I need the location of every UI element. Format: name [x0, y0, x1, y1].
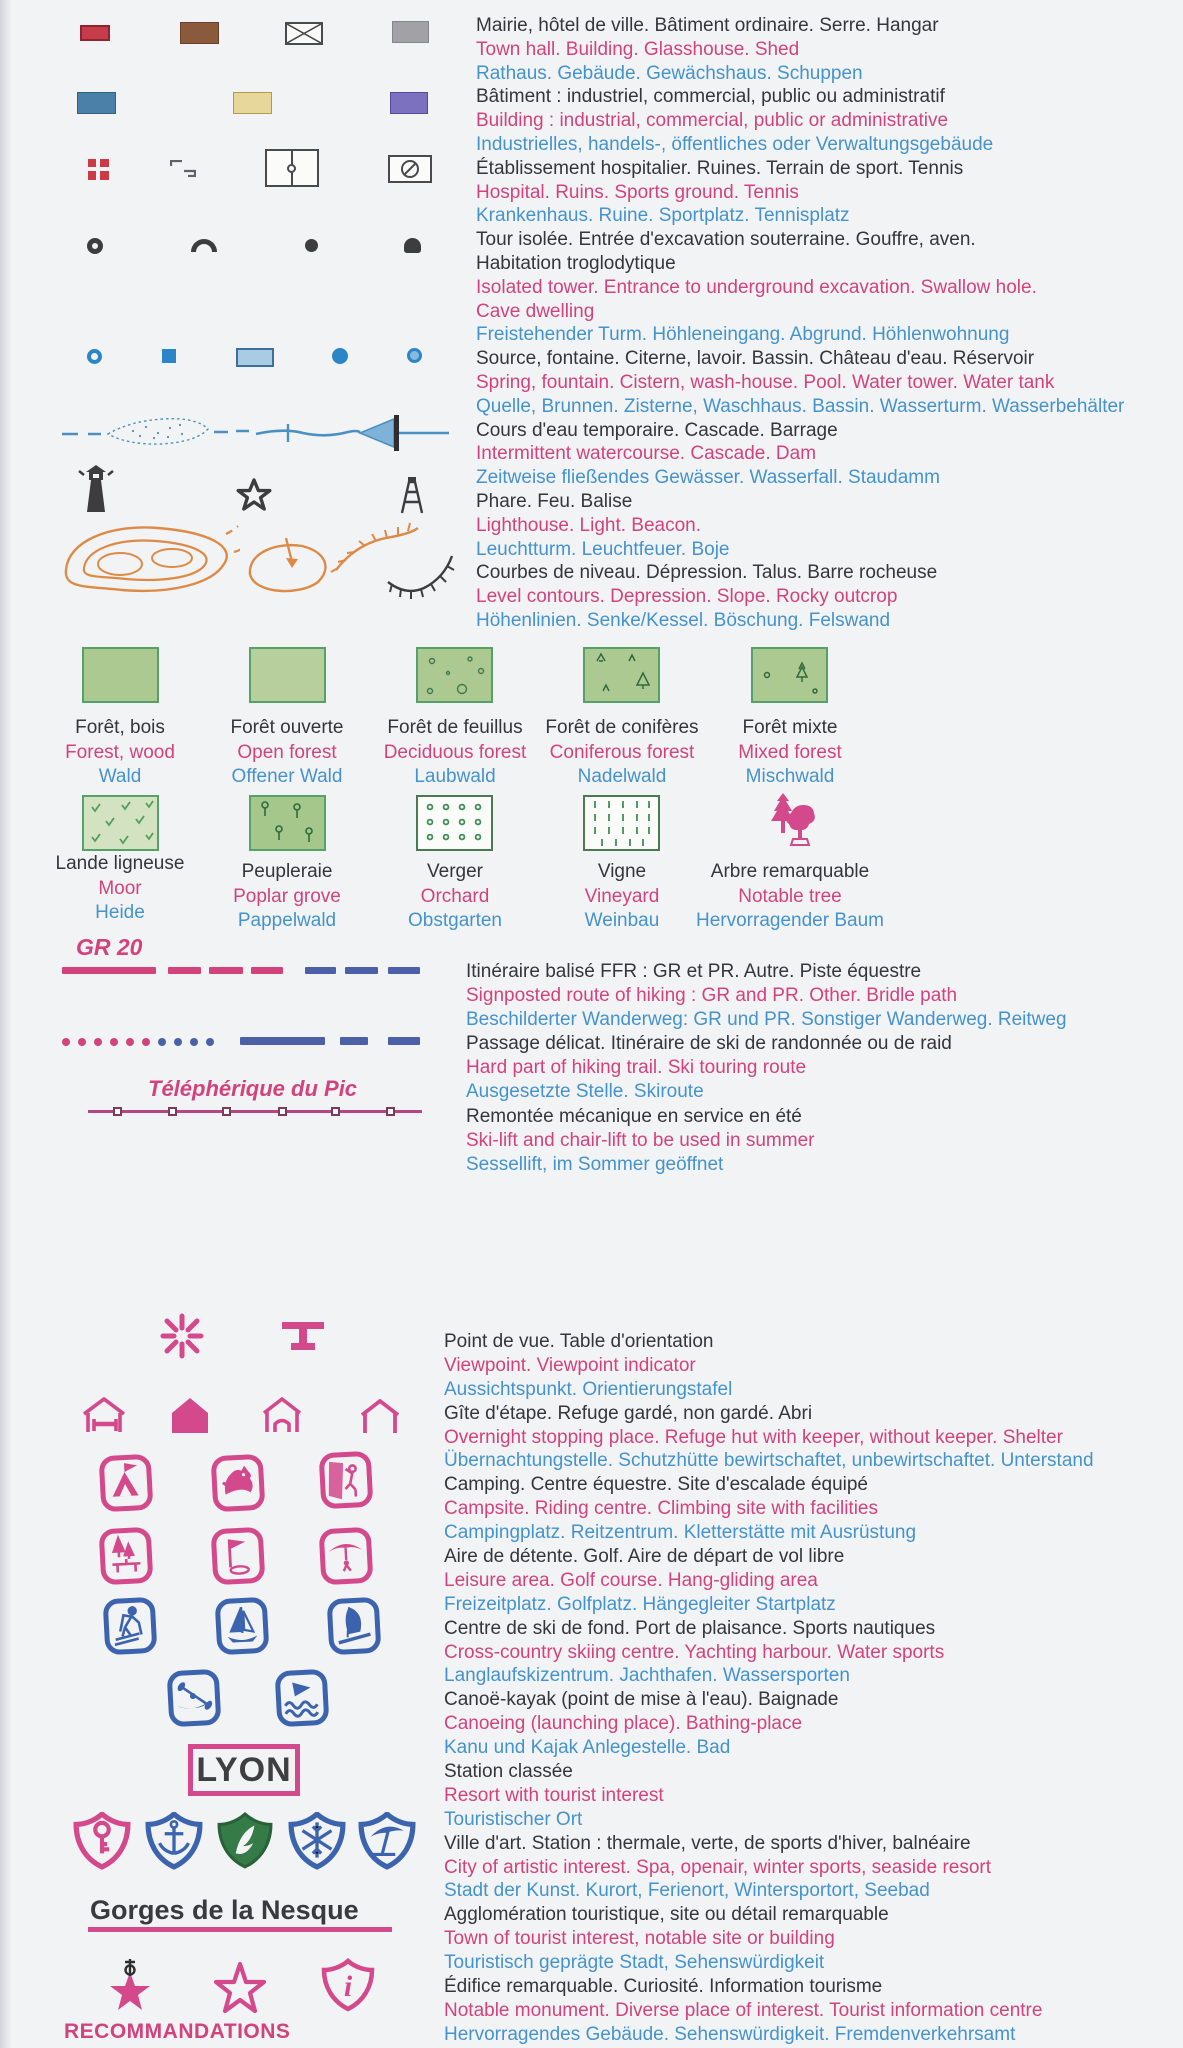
legend-text-line: Courbes de niveau. Dépression. Talus. Barre rocheuse	[476, 562, 938, 584]
delicate-passage-dot	[142, 1038, 150, 1046]
refuge-without-keeper-icon	[262, 1396, 302, 1436]
canoe-kayak-icon	[167, 1669, 222, 1728]
coniferous-forest-swatch	[583, 647, 660, 703]
legend-text-line: Signposted route of hiking : GR and PR. Other. Bridle path	[466, 985, 958, 1007]
legend-text-line: Camping. Centre équestre. Site d'escalade équipé	[444, 1474, 869, 1496]
legend-text-line: Resort with tourist interest	[444, 1784, 664, 1806]
seaside-umbrella-shield	[358, 1812, 416, 1870]
cistern-icon	[162, 349, 176, 363]
legend-text-line: Kanu und Kajak Anlegestelle. Bad	[444, 1737, 731, 1759]
legend-text-line: Tour isolée. Entrée d'excavation souterraine. Gouffre, aven.	[476, 229, 976, 251]
curiosity-icon	[212, 1960, 268, 2014]
legend-text-line: Campsite. Riding centre. Climbing site with facilities	[444, 1498, 878, 1520]
open-forest-swatch	[249, 647, 326, 703]
legend-text-line: Town hall. Building. Glasshouse. Shed	[476, 38, 800, 60]
pool-icon	[236, 348, 274, 367]
cable-car-pylon	[113, 1107, 122, 1116]
notable-tree-icon	[765, 791, 817, 851]
swallow-hole-icon	[305, 239, 318, 252]
veg-label-mixed: Forêt mixte Mixed forest Mischwald	[738, 717, 842, 788]
deciduous-forest-swatch	[416, 647, 493, 703]
legend-text-line: Ville d'art. Station : thermale, verte, de sports d'hiver, balnéaire	[444, 1832, 971, 1854]
legend-text-line: Industrielles, handels-, öffentliches oder Verwaltungsgebäude	[476, 133, 994, 155]
veg-label-coniferous: Forêt de conifères Coniferous forest Nadelwald	[545, 717, 699, 788]
orientation-table-icon	[280, 1322, 326, 1354]
legend-text-line: Viewpoint. Viewpoint indicator	[444, 1354, 696, 1376]
legend-text-line: Touristischer Ort	[444, 1808, 583, 1830]
tourist-site-underline	[88, 1927, 392, 1932]
ski-route-bar	[240, 1037, 325, 1045]
commercial-swatch	[233, 92, 272, 114]
hang-gliding-icon	[319, 1527, 374, 1586]
legend-text-line: Isolated tower. Entrance to underground excavation. Swallow hole.	[476, 276, 1037, 298]
pr-route-dash	[251, 967, 283, 974]
ski-route-dot	[158, 1038, 166, 1046]
ruins-icon	[170, 160, 196, 177]
veg-label-moor: Lande ligneuse Moor Heide	[55, 853, 185, 924]
gite-etape-icon	[82, 1396, 126, 1436]
legend-text-line: Building : industrial, commercial, public or administrative	[476, 110, 949, 132]
veg-label-poplar: Peupleraie Poplar grove Pappelwald	[233, 861, 341, 932]
legend-text-line: Touristisch geprägte Stadt, Sehenswürdigkeit	[444, 1952, 825, 1974]
glasshouse-swatch	[285, 22, 323, 45]
delicate-passage-dot	[94, 1038, 102, 1046]
paper-edge	[0, 0, 12, 2048]
legend-text-line: Ausgesetzte Stelle. Skiroute	[466, 1081, 704, 1103]
legend-text-line: Bâtiment : industriel, commercial, public ou administratif	[476, 86, 945, 108]
tourist-site-name: Gorges de la Nesque	[90, 1895, 359, 1925]
classified-resort-box	[188, 1744, 300, 1796]
bridle-path-dash	[305, 967, 336, 974]
industrial-swatch	[77, 92, 116, 114]
delicate-passage-dot	[78, 1038, 86, 1046]
city-of-art-key-shield	[73, 1812, 131, 1870]
contours-icon	[56, 512, 240, 604]
cave-dwelling-icon	[404, 238, 421, 253]
bridle-path-dash	[345, 967, 378, 974]
legend-text-line: Aire de détente. Golf. Aire de départ de vol libre	[444, 1546, 845, 1568]
veg-label-notable-tree: Arbre remarquable Notable tree Hervorragender Baum	[696, 861, 884, 932]
legend-text-line: Stadt der Kunst. Kurort, Ferienort, Wintersportort, Seebad	[444, 1880, 930, 1902]
cable-car-line	[88, 1110, 422, 1113]
cable-car-pylon	[168, 1107, 177, 1116]
legend-text-line: Établissement hospitalier. Ruines. Terrain de sport. Tennis	[476, 157, 964, 179]
legend-text-line: Höhenlinien. Senke/Kessel. Böschung. Felswand	[476, 609, 891, 631]
water-tower-icon	[332, 348, 348, 364]
legend-text-line: Cross-country skiing centre. Yachting harbour. Water sports	[444, 1641, 945, 1663]
delicate-passage-dot	[126, 1038, 134, 1046]
legend-text-line: Habitation troglodytique	[476, 252, 676, 274]
legend-text-line: Hospital. Ruins. Sports ground. Tennis	[476, 181, 799, 203]
legend-text-line: Gîte d'étape. Refuge gardé, non gardé. Abri	[444, 1402, 813, 1424]
poplar-grove-swatch	[249, 795, 326, 851]
veg-label-orchard: Verger Orchard Obstgarten	[408, 861, 502, 932]
legend-text-line: Town of tourist interest, notable site or building	[444, 1928, 835, 1950]
legend-text-line: Station classée	[444, 1761, 573, 1783]
bathing-icon	[275, 1669, 330, 1728]
depression-icon	[240, 534, 336, 596]
windsurfing-icon	[327, 1597, 382, 1656]
glasshouse-x	[287, 24, 321, 43]
legend-text-line: Notable monument. Diverse place of interest. Tourist information centre	[444, 1999, 1043, 2021]
legend-text-line: Point de vue. Table d'orientation	[444, 1331, 714, 1352]
legend-text-line: Hervorragendes Gebäude. Sehenswürdigkeit. Fremdenverkehrsamt	[444, 2023, 1016, 2045]
spa-anchor-shield	[145, 1812, 203, 1870]
delicate-passage-dot	[62, 1038, 70, 1046]
legend-text-line: Freizeitplatz. Golfplatz. Hängegleiter Startplatz	[444, 1593, 836, 1615]
legend-text-line: Zeitweise fließendes Gewässer. Wasserfall. Staudamm	[476, 467, 940, 489]
cable-car-pylon	[278, 1107, 287, 1116]
tourist-information-icon	[320, 1958, 376, 2014]
legend-text-line: Beschilderter Wanderweg: GR und PR. Sonstiger Wanderweg. Reitweg	[466, 1009, 1067, 1031]
legend-text-line: Canoeing (launching place). Bathing-place	[444, 1713, 803, 1735]
legend-text-line: Leisure area. Golf course. Hang-gliding area	[444, 1569, 818, 1591]
delicate-passage-dot	[110, 1038, 118, 1046]
legend-text-line: Hard part of hiking trail. Ski touring route	[466, 1057, 807, 1079]
legend-text-line: Source, fontaine. Citerne, lavoir. Bassin. Château d'eau. Réservoir	[476, 348, 1035, 370]
veg-label-open-forest: Forêt ouverte Open forest Offener Wald	[230, 717, 344, 788]
pr-route-dash	[168, 967, 201, 974]
veg-label-vineyard: Vigne Vineyard Weinbau	[584, 861, 660, 932]
leisure-area-icon	[99, 1527, 154, 1586]
ski-route-dash	[340, 1037, 368, 1045]
refuge-with-keeper-icon	[170, 1396, 210, 1436]
cable-car-pylon	[331, 1107, 340, 1116]
trails-text	[466, 960, 1067, 1177]
winter-sports-snowflake-shield	[288, 1812, 346, 1870]
legend-text-line: Itinéraire balisé FFR : GR et PR. Autre. Piste équestre	[466, 961, 922, 982]
pr-route-dash	[209, 967, 243, 974]
lighthouse-icon	[78, 464, 114, 514]
cable-car-label: Téléphérique du Pic	[148, 1076, 358, 1101]
bridle-path-dash	[388, 967, 420, 974]
gr-route-line	[62, 967, 156, 974]
camping-icon	[99, 1454, 154, 1513]
legend-text-line: Intermittent watercourse. Cascade. Dam	[476, 443, 817, 465]
excavation-entrance-icon	[191, 239, 217, 252]
town-hall-swatch	[80, 25, 110, 41]
legend-text-line: Centre de ski de fond. Port de plaisance. Sports nautiques	[444, 1617, 936, 1639]
ski-route-dot	[174, 1038, 182, 1046]
legend-text-line: Cave dwelling	[476, 300, 595, 322]
vineyard-swatch	[583, 795, 660, 851]
cable-car-pylon	[222, 1107, 231, 1116]
tennis-icon	[388, 155, 432, 183]
ski-route-dot	[190, 1038, 198, 1046]
spring-icon	[87, 349, 102, 364]
tourism-text	[444, 1330, 1094, 2047]
beacon-icon	[398, 476, 426, 514]
veg-label-forest: Forêt, bois Forest, wood Wald	[65, 717, 175, 788]
openair-resort-shield	[216, 1812, 274, 1870]
legend-text-line: Krankenhaus. Ruine. Sportplatz. Tennisplatz	[476, 205, 850, 227]
legend-text-line: Remontée mécanique en service en été	[466, 1105, 802, 1127]
legend-text-line: Overnight stopping place. Refuge hut with keeper, without keeper. Shelter	[444, 1426, 1063, 1448]
sports-ground-icon	[265, 149, 319, 187]
public-admin-swatch	[390, 92, 428, 114]
legend-text-line: Passage délicat. Itinéraire de ski de randonnée ou de raid	[466, 1033, 952, 1055]
legend-text-line: City of artistic interest. Spa, openair, winter sports, seaside resort	[444, 1856, 992, 1878]
orchard-swatch	[416, 795, 493, 851]
mixed-forest-swatch	[751, 647, 828, 703]
ski-route-dot	[206, 1038, 214, 1046]
classified-resort-name: LYON	[196, 1750, 292, 1789]
legend-text-line: Phare. Feu. Balise	[476, 490, 633, 512]
veg-label-deciduous: Forêt de feuillus Deciduous forest Laubwald	[383, 717, 527, 788]
legend-text-line: Freistehender Turm. Höhleneingang. Abgrund. Höhlenwohnung	[476, 324, 1010, 346]
legend-text-line: Campingplatz. Reitzentrum. Kletterstätte mit Ausrüstung	[444, 1522, 917, 1544]
legend-text-line: Mairie, hôtel de ville. Bâtiment ordinaire. Serre. Hangar	[476, 15, 939, 36]
light-star-icon	[236, 478, 272, 512]
svg-text:i: i	[343, 1970, 353, 2003]
legend-text-line: Rathaus. Gebäude. Gewächshaus. Schuppen	[476, 62, 863, 84]
legend-text-line: Édifice remarquable. Curiosité. Information tourisme	[444, 1976, 883, 1998]
ordinary-building-swatch	[180, 22, 219, 44]
hospital-icon	[88, 159, 109, 180]
isolated-tower-icon	[87, 238, 103, 254]
recommendations-heading: RECOMMANDATIONS	[64, 2020, 291, 2043]
cross-country-ski-icon	[103, 1597, 158, 1656]
forest-wood-swatch	[82, 647, 159, 703]
gr-route-label: GR 20	[76, 934, 143, 960]
legend-text-line: Sessellift, im Sommer geöffnet	[466, 1153, 724, 1175]
legend-text-line: Cours d'eau temporaire. Cascade. Barrage	[476, 419, 838, 441]
legend-text-line: Leuchtturm. Leuchtfeuer. Boje	[476, 538, 730, 560]
buildings-terrain-text	[476, 14, 1124, 633]
golf-icon	[211, 1527, 266, 1586]
rocky-outcrop-icon	[384, 546, 456, 604]
legend-text-line: Canoë-kayak (point de mise à l'eau). Baignade	[444, 1689, 839, 1711]
moor-swatch	[82, 795, 159, 851]
riding-centre-icon	[211, 1454, 266, 1513]
legend-text-line: Agglomération touristique, site ou détail remarquable	[444, 1904, 889, 1926]
legend-text-line: Lighthouse. Light. Beacon.	[476, 514, 702, 536]
legend-text-line: Ski-lift and chair-lift to be used in summer	[466, 1129, 815, 1151]
shelter-icon	[360, 1398, 400, 1436]
climbing-site-icon	[319, 1451, 374, 1510]
legend-text-line: Aussichtspunkt. Orientierungstafel	[444, 1378, 733, 1400]
sailing-icon	[215, 1597, 270, 1656]
notable-monument-icon	[102, 1958, 158, 2014]
watercourse-cascade-dam-icon	[58, 404, 454, 452]
shed-swatch	[392, 21, 429, 43]
water-tank-icon	[407, 348, 422, 363]
legend-text-line: Übernachtungstelle. Schutzhütte bewirtschaftet, unbewirtschaftet. Unterstand	[444, 1450, 1094, 1472]
legend-text-line: Level contours. Depression. Slope. Rocky outcrop	[476, 586, 898, 608]
legend-text-line: Langlaufskizentrum. Jachthafen. Wassersporten	[444, 1665, 850, 1687]
cable-car-pylon	[386, 1107, 395, 1116]
ski-route-dash	[388, 1037, 420, 1045]
viewpoint-icon	[158, 1312, 206, 1360]
legend-text-line: Quelle, Brunnen. Zisterne, Waschhaus. Bassin. Wasserturm. Wasserbehälter	[476, 395, 1125, 417]
legend-text-line: Spring, fountain. Cistern, wash-house. Pool. Water tower. Water tank	[476, 371, 1055, 393]
